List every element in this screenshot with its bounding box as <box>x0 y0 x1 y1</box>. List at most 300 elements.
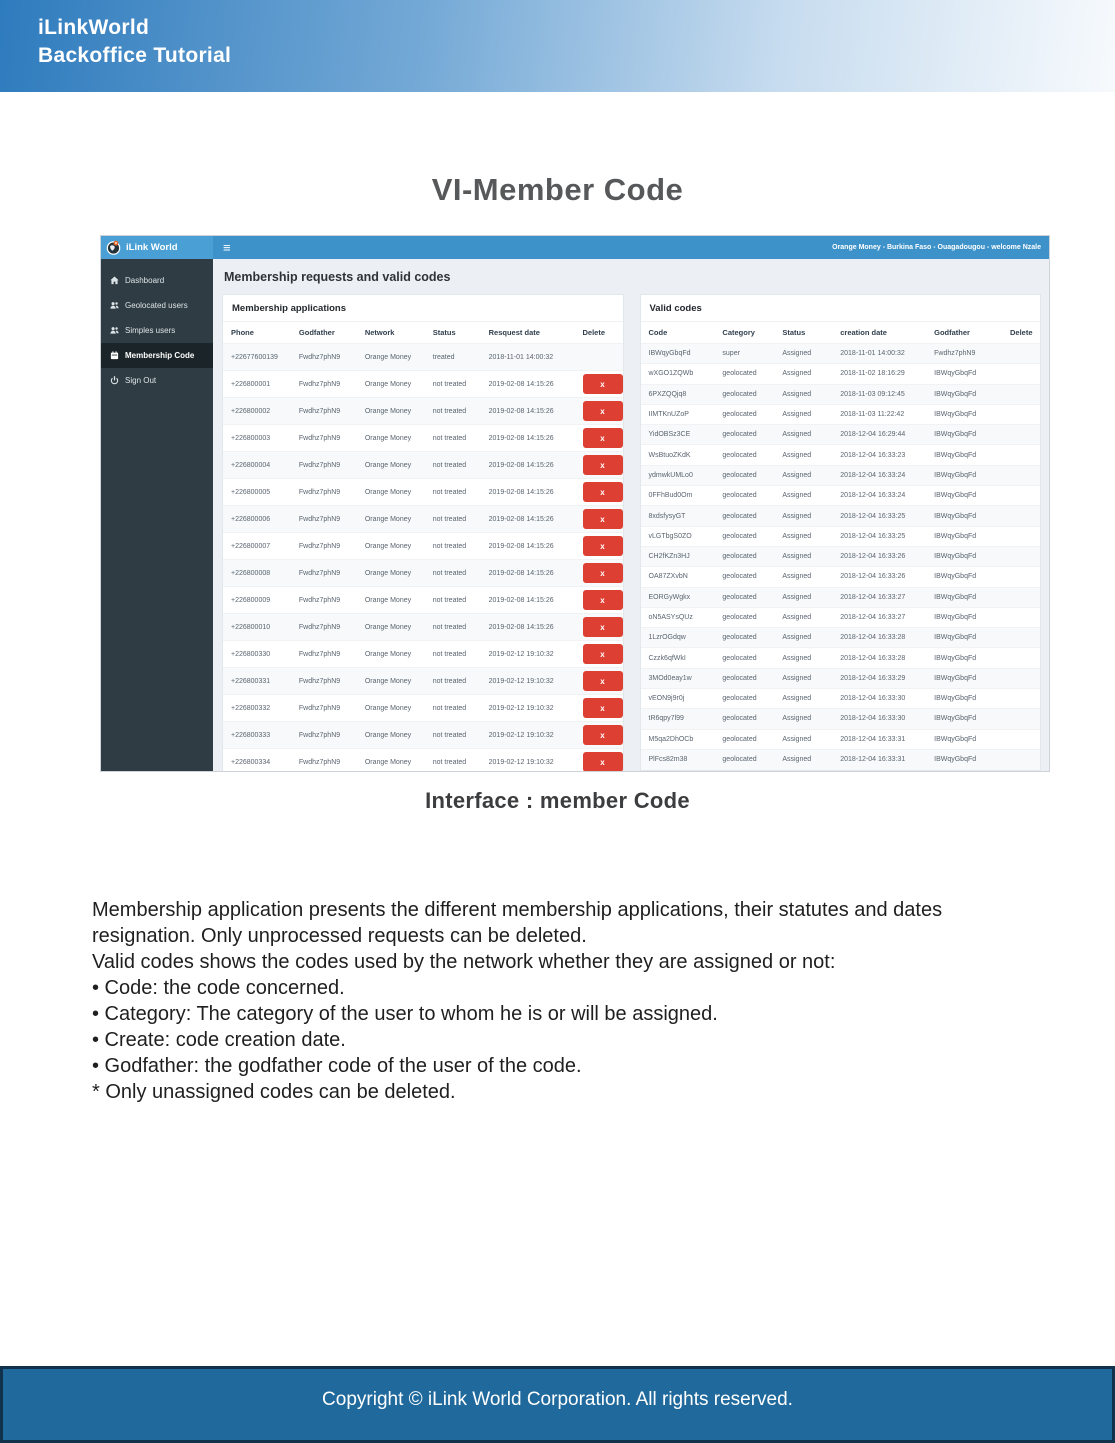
cell: 2018-12-04 16:33:31 <box>832 729 926 749</box>
delete-button[interactable]: x <box>583 428 623 448</box>
cell: Orange Money <box>357 587 425 614</box>
valid-code-row <box>641 749 1041 769</box>
application-row <box>223 614 623 641</box>
valid-code-row <box>641 607 1041 627</box>
cell: IBWqyGbqFd <box>926 709 1002 729</box>
cell: 2019-02-08 14:15:26 <box>481 587 575 614</box>
cell: +226800330 <box>223 641 291 668</box>
cell: not treated <box>425 533 481 560</box>
cell: Fwdhz7phN9 <box>291 425 357 452</box>
cell: geolocated <box>714 607 774 627</box>
delete-cell <box>575 641 623 668</box>
valid-codes-panel-title: Valid codes <box>649 303 702 314</box>
cell: Assigned <box>774 648 832 668</box>
delete-cell <box>1002 546 1040 566</box>
cell: Assigned <box>774 546 832 566</box>
column-header-status: Status <box>774 322 832 344</box>
delete-cell <box>575 749 623 773</box>
delete-cell <box>1002 445 1040 465</box>
cell: Assigned <box>774 628 832 648</box>
delete-cell <box>1002 607 1040 627</box>
valid-code-row <box>641 425 1041 445</box>
delete-cell <box>1002 749 1040 769</box>
delete-cell <box>575 533 623 560</box>
cell: geolocated <box>714 689 774 709</box>
column-header-godfather: Godfather <box>291 322 357 344</box>
applications-panel-title: Membership applications <box>232 303 347 314</box>
application-row <box>223 452 623 479</box>
cell: Orange Money <box>357 533 425 560</box>
cell: +226800334 <box>223 749 291 773</box>
cell: IBWqyGbqFd <box>926 506 1002 526</box>
cell: +226800333 <box>223 722 291 749</box>
cell: +226800001 <box>223 371 291 398</box>
cell: Orange Money <box>357 614 425 641</box>
cell: Assigned <box>774 425 832 445</box>
copyright-text: Copyright © iLink World Corporation. All rights reserved. <box>322 1388 793 1410</box>
cell: 1LzrOGdqw <box>641 628 715 648</box>
cell: Fwdhz7phN9 <box>926 344 1002 364</box>
cell: Orange Money <box>357 398 425 425</box>
cell: Assigned <box>774 506 832 526</box>
cell: WsBtuoZKdK <box>641 445 715 465</box>
figure-caption: Interface : member Code <box>425 788 690 813</box>
column-header-category: Category <box>714 322 774 344</box>
cell: Assigned <box>774 344 832 364</box>
cell: Fwdhz7phN9 <box>291 560 357 587</box>
cell: IBWqyGbqFd <box>926 364 1002 384</box>
application-row <box>223 560 623 587</box>
cell: Assigned <box>774 486 832 506</box>
cell: geolocated <box>714 628 774 648</box>
cell: treated <box>425 344 481 371</box>
cell: +226800010 <box>223 614 291 641</box>
cell: IBWqyGbqFd <box>926 729 1002 749</box>
cell: +226800006 <box>223 506 291 533</box>
column-header-status: Status <box>425 322 481 344</box>
description-line: • Category: The category of the user to whom he is or will be assigned. <box>92 1003 718 1025</box>
column-header-creation-date: creation date <box>832 322 926 344</box>
delete-button[interactable]: x <box>583 536 623 556</box>
valid-code-row <box>641 567 1041 587</box>
cell: geolocated <box>714 384 774 404</box>
cell: IBWqyGbqFd <box>641 344 715 364</box>
cell: not treated <box>425 506 481 533</box>
applications-header-row <box>223 322 623 344</box>
users-icon <box>110 326 119 335</box>
column-header-delete: Delete <box>575 322 623 344</box>
cell: 2018-12-04 16:33:29 <box>832 668 926 688</box>
cell: 2018-12-04 16:33:24 <box>832 465 926 485</box>
cell: not treated <box>425 695 481 722</box>
cell: geolocated <box>714 709 774 729</box>
cell: 2018-11-01 14:00:32 <box>832 344 926 364</box>
cell: 2019-02-08 14:15:26 <box>481 371 575 398</box>
delete-cell <box>1002 465 1040 485</box>
cell: PlFcs82m38 <box>641 749 715 769</box>
cell: not treated <box>425 371 481 398</box>
cell: +226800003 <box>223 425 291 452</box>
cell: geolocated <box>714 668 774 688</box>
cell: 2018-11-01 14:00:32 <box>481 344 575 371</box>
valid-codes-table <box>641 321 1041 770</box>
sidebar <box>101 259 213 772</box>
valid-code-row <box>641 709 1041 729</box>
valid-code-row <box>641 628 1041 648</box>
cell: geolocated <box>714 587 774 607</box>
cell: Assigned <box>774 465 832 485</box>
cell: +226800007 <box>223 533 291 560</box>
cell: Orange Money <box>357 641 425 668</box>
column-header-phone: Phone <box>223 322 291 344</box>
valid-codes-header-row <box>641 322 1041 344</box>
delete-cell <box>1002 729 1040 749</box>
cell: Assigned <box>774 404 832 424</box>
cell: Orange Money <box>357 344 425 371</box>
cell: 2018-12-04 16:33:31 <box>832 749 926 769</box>
delete-cell <box>575 371 623 398</box>
cell: +226800009 <box>223 587 291 614</box>
cell: geolocated <box>714 506 774 526</box>
doc-subtitle: Backoffice Tutorial <box>38 44 232 67</box>
cell: 2018-11-03 11:22:42 <box>832 404 926 424</box>
delete-cell <box>575 722 623 749</box>
cell: 2019-02-08 14:15:26 <box>481 533 575 560</box>
delete-cell <box>575 695 623 722</box>
cell: Fwdhz7phN9 <box>291 749 357 773</box>
sidebar-item-membership-code[interactable] <box>101 343 213 368</box>
topbar-user-info: Orange Money - Burkina Faso - Ouagadougou - welcome Nzale <box>832 244 1041 251</box>
cell: wXGO1ZQWb <box>641 364 715 384</box>
description-line: Valid codes shows the codes used by the network whether they are assigned or not: <box>92 951 836 973</box>
delete-button[interactable]: x <box>583 617 623 637</box>
cell: +22677600139 <box>223 344 291 371</box>
cell: 2019-02-12 19:10:32 <box>481 695 575 722</box>
column-header-godfather: Godfather <box>926 322 1002 344</box>
application-row <box>223 425 623 452</box>
cell: Assigned <box>774 526 832 546</box>
sidebar-item-label: Sign Out <box>125 376 157 385</box>
cell: Assigned <box>774 709 832 729</box>
delete-cell <box>575 668 623 695</box>
cell: Fwdhz7phN9 <box>291 344 357 371</box>
sidebar-item-geolocated-users[interactable] <box>101 293 213 318</box>
cell: 2018-12-04 16:33:25 <box>832 526 926 546</box>
delete-cell <box>575 425 623 452</box>
cell: EORGyWgkx <box>641 587 715 607</box>
hamburger-menu-icon[interactable] <box>213 236 241 259</box>
description-text <box>92 897 1037 1105</box>
cell: IBWqyGbqFd <box>926 404 1002 424</box>
cell: Fwdhz7phN9 <box>291 695 357 722</box>
delete-button[interactable]: x <box>583 644 623 664</box>
cell: not treated <box>425 749 481 773</box>
cell: 2019-02-12 19:10:32 <box>481 749 575 773</box>
cell: IBWqyGbqFd <box>926 567 1002 587</box>
cell: 2019-02-08 14:15:26 <box>481 425 575 452</box>
cell: not treated <box>425 614 481 641</box>
delete-cell <box>575 614 623 641</box>
delete-button[interactable]: x <box>583 482 623 502</box>
delete-cell <box>1002 486 1040 506</box>
cell: Orange Money <box>357 479 425 506</box>
cell: 2019-02-08 14:15:26 <box>481 614 575 641</box>
cell: 8xdsfysyGT <box>641 506 715 526</box>
cell: Fwdhz7phN9 <box>291 533 357 560</box>
cell: vEON9j9r0j <box>641 689 715 709</box>
delete-button[interactable]: x <box>583 590 623 610</box>
cell: Orange Money <box>357 425 425 452</box>
cell: geolocated <box>714 404 774 424</box>
sidebar-item-simples-users[interactable] <box>101 318 213 343</box>
cell: 2019-02-08 14:15:26 <box>481 452 575 479</box>
delete-button[interactable]: x <box>583 401 623 421</box>
cell: 2019-02-08 14:15:26 <box>481 506 575 533</box>
application-row <box>223 371 623 398</box>
cell: Orange Money <box>357 695 425 722</box>
cell: 2019-02-12 19:10:32 <box>481 722 575 749</box>
application-row <box>223 506 623 533</box>
valid-code-row <box>641 689 1041 709</box>
app-body <box>101 259 1049 772</box>
delete-button[interactable]: x <box>583 563 623 583</box>
cell: Orange Money <box>357 560 425 587</box>
cell: Czzk6qfWkI <box>641 648 715 668</box>
delete-button[interactable]: x <box>583 671 623 691</box>
application-row <box>223 587 623 614</box>
cell: 2018-12-04 16:33:25 <box>832 506 926 526</box>
cell: IBWqyGbqFd <box>926 425 1002 445</box>
application-row <box>223 533 623 560</box>
delete-button[interactable]: x <box>583 698 623 718</box>
cell: IBWqyGbqFd <box>926 445 1002 465</box>
cell: M5qa2DhOCb <box>641 729 715 749</box>
sidebar-item-label: Dashboard <box>125 276 165 285</box>
cell: IBWqyGbqFd <box>926 546 1002 566</box>
cell: IBWqyGbqFd <box>926 628 1002 648</box>
cell: IBWqyGbqFd <box>926 749 1002 769</box>
delete-cell <box>575 398 623 425</box>
description-line: Membership application presents the different membership applications, their statutes and dates resignation. Only unprocessed requests can be deleted. <box>92 899 943 947</box>
cell: not treated <box>425 587 481 614</box>
cell: 2018-12-04 16:33:28 <box>832 628 926 648</box>
document-footer <box>0 1366 1115 1443</box>
cell: not treated <box>425 425 481 452</box>
delete-cell <box>1002 364 1040 384</box>
cell: 6PXZQQjq8 <box>641 384 715 404</box>
cell: Assigned <box>774 668 832 688</box>
users-icon <box>110 301 119 310</box>
app-logo[interactable] <box>101 236 213 259</box>
delete-cell <box>1002 506 1040 526</box>
cell: IBWqyGbqFd <box>926 689 1002 709</box>
valid-code-row <box>641 648 1041 668</box>
valid-code-row <box>641 587 1041 607</box>
cell: not treated <box>425 668 481 695</box>
cell: 2018-12-04 16:33:27 <box>832 607 926 627</box>
cell: Fwdhz7phN9 <box>291 614 357 641</box>
page-title: VI-Member Code <box>431 172 684 207</box>
cell: 2019-02-12 19:10:32 <box>481 641 575 668</box>
ilink-globe-pin-icon <box>106 240 121 255</box>
cell: IBWqyGbqFd <box>926 587 1002 607</box>
cell: not treated <box>425 479 481 506</box>
delete-button[interactable]: x <box>583 725 623 745</box>
power-icon <box>110 376 119 385</box>
cell: 2018-11-03 09:12:45 <box>832 384 926 404</box>
cell: not treated <box>425 452 481 479</box>
cell: 2018-12-04 16:29:44 <box>832 425 926 445</box>
app-screenshot <box>100 235 1050 772</box>
valid-code-row <box>641 465 1041 485</box>
cell: geolocated <box>714 486 774 506</box>
cell: 3MOd0eay1w <box>641 668 715 688</box>
delete-cell <box>1002 384 1040 404</box>
cell: Fwdhz7phN9 <box>291 506 357 533</box>
valid-code-row <box>641 404 1041 424</box>
cell: 2018-12-04 16:33:28 <box>832 648 926 668</box>
delete-button[interactable]: x <box>583 752 623 772</box>
cell: Orange Money <box>357 722 425 749</box>
cell: 2018-12-04 16:33:27 <box>832 587 926 607</box>
delete-button[interactable]: x <box>583 374 623 394</box>
cell: Fwdhz7phN9 <box>291 587 357 614</box>
cell: tR6qpy7l99 <box>641 709 715 729</box>
cell: super <box>714 344 774 364</box>
delete-cell <box>1002 425 1040 445</box>
sidebar-item-dashboard[interactable] <box>101 268 213 293</box>
cell: YidOBSz3CE <box>641 425 715 445</box>
application-row <box>223 479 623 506</box>
cell: Assigned <box>774 567 832 587</box>
cell: Assigned <box>774 729 832 749</box>
application-row <box>223 695 623 722</box>
delete-cell <box>1002 344 1040 364</box>
delete-cell <box>575 344 623 371</box>
cell: Orange Money <box>357 371 425 398</box>
column-header-network: Network <box>357 322 425 344</box>
cell: +226800008 <box>223 560 291 587</box>
delete-cell <box>1002 628 1040 648</box>
delete-button[interactable]: x <box>583 509 623 529</box>
delete-cell <box>1002 648 1040 668</box>
cell: Orange Money <box>357 749 425 773</box>
delete-cell <box>575 587 623 614</box>
cell: 0FFhBud0Om <box>641 486 715 506</box>
delete-cell <box>575 560 623 587</box>
cell: 2018-11-02 18:16:29 <box>832 364 926 384</box>
application-row <box>223 749 623 773</box>
valid-code-row <box>641 546 1041 566</box>
cell: OA87ZXvbN <box>641 567 715 587</box>
cell: Assigned <box>774 607 832 627</box>
cell: Fwdhz7phN9 <box>291 668 357 695</box>
cell: Assigned <box>774 587 832 607</box>
description-line: * Only unassigned codes can be deleted. <box>92 1081 456 1103</box>
column-header-code: Code <box>641 322 715 344</box>
cell: IIMTKnUZoP <box>641 404 715 424</box>
valid-code-row <box>641 506 1041 526</box>
cell: 2018-12-04 16:33:23 <box>832 445 926 465</box>
application-row <box>223 641 623 668</box>
cell: Assigned <box>774 445 832 465</box>
cell: +226800002 <box>223 398 291 425</box>
cell: not treated <box>425 398 481 425</box>
delete-cell <box>1002 567 1040 587</box>
cell: 2018-12-04 16:33:24 <box>832 486 926 506</box>
valid-code-row <box>641 364 1041 384</box>
cell: Fwdhz7phN9 <box>291 371 357 398</box>
cell: geolocated <box>714 567 774 587</box>
cell: CH2fKZn3HJ <box>641 546 715 566</box>
cell: geolocated <box>714 546 774 566</box>
cell: 2019-02-08 14:15:26 <box>481 479 575 506</box>
sidebar-item-sign-out[interactable] <box>101 368 213 393</box>
delete-cell <box>575 452 623 479</box>
column-header-delete: Delete <box>1002 322 1040 344</box>
cell: Assigned <box>774 689 832 709</box>
calendar-icon <box>110 351 119 360</box>
description-line: • Godfather: the godfather code of the user of the code. <box>92 1055 582 1077</box>
valid-code-row <box>641 344 1041 364</box>
membership-applications-panel <box>222 294 624 772</box>
sidebar-item-label: Simples users <box>125 326 176 335</box>
cell: Assigned <box>774 364 832 384</box>
cell: geolocated <box>714 729 774 749</box>
delete-button[interactable]: x <box>583 455 623 475</box>
cell: +226800005 <box>223 479 291 506</box>
content-heading: Membership requests and valid codes <box>224 270 451 284</box>
cell: geolocated <box>714 445 774 465</box>
application-row <box>223 722 623 749</box>
cell: IBWqyGbqFd <box>926 526 1002 546</box>
cell: geolocated <box>714 425 774 445</box>
cell: IBWqyGbqFd <box>926 648 1002 668</box>
cell: Fwdhz7phN9 <box>291 722 357 749</box>
cell: 2018-12-04 16:33:26 <box>832 546 926 566</box>
cell: geolocated <box>714 648 774 668</box>
cell: Fwdhz7phN9 <box>291 479 357 506</box>
application-row <box>223 344 623 371</box>
panels-row <box>222 294 1041 772</box>
cell: IBWqyGbqFd <box>926 668 1002 688</box>
cell: ydmwkUMLo0 <box>641 465 715 485</box>
main-content <box>213 259 1049 772</box>
cell: +226800004 <box>223 452 291 479</box>
valid-codes-panel <box>640 294 1042 771</box>
cell: +226800332 <box>223 695 291 722</box>
sidebar-item-label: Geolocated users <box>125 301 188 310</box>
membership-applications-table <box>223 321 623 772</box>
cell: 2018-12-04 16:33:30 <box>832 709 926 729</box>
cell: oN5ASYsQUz <box>641 607 715 627</box>
cell: Orange Money <box>357 668 425 695</box>
application-row <box>223 398 623 425</box>
valid-code-row <box>641 729 1041 749</box>
delete-cell <box>1002 587 1040 607</box>
cell: IBWqyGbqFd <box>926 486 1002 506</box>
cell: Orange Money <box>357 452 425 479</box>
delete-cell <box>575 479 623 506</box>
app-topbar <box>101 236 1049 259</box>
cell: Assigned <box>774 384 832 404</box>
valid-code-row <box>641 384 1041 404</box>
delete-cell <box>1002 526 1040 546</box>
cell: geolocated <box>714 465 774 485</box>
cell: Fwdhz7phN9 <box>291 452 357 479</box>
valid-code-row <box>641 445 1041 465</box>
column-header-resquest-date: Resquest date <box>481 322 575 344</box>
